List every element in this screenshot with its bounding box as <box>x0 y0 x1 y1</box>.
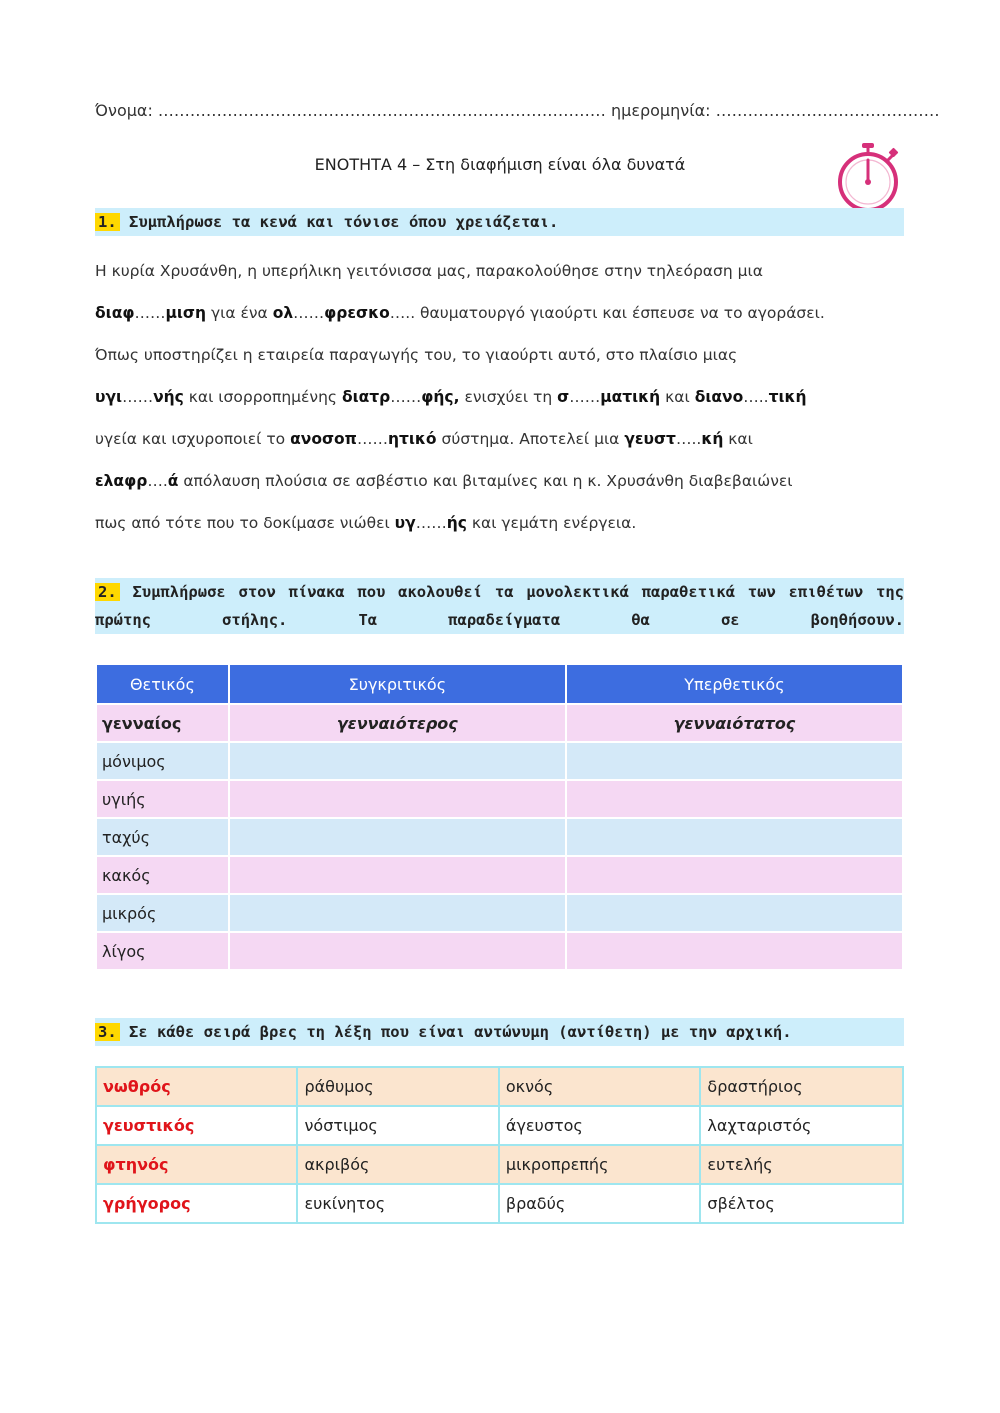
word-fragment: γευστ <box>624 430 676 448</box>
target-word-cell: γρήγορος <box>96 1184 297 1223</box>
table-row <box>96 780 903 818</box>
answer-cell[interactable] <box>229 780 566 818</box>
question-2-number: 2. <box>95 583 120 601</box>
text-fragment: …… <box>293 304 325 322</box>
text-fragment: και γεμάτη ενέργεια. <box>466 514 637 532</box>
question-1-instruction <box>95 208 904 236</box>
option-cell[interactable]: ακριβός <box>297 1145 498 1184</box>
option-cell[interactable]: ευτελής <box>700 1145 903 1184</box>
adjective-cell: ταχύς <box>96 818 229 856</box>
answer-cell[interactable] <box>566 780 903 818</box>
word-fragment: ανοσοπ <box>290 430 357 448</box>
question-3-text: Σε κάθε σειρά βρες τη λέξη που είναι αντώνυμη (αντίθετη) με την αρχική. <box>129 1023 792 1041</box>
paragraph-line <box>95 334 907 376</box>
text-fragment: …… <box>122 388 154 406</box>
option-cell[interactable]: μικροπρεπής <box>499 1145 701 1184</box>
answer-cell[interactable] <box>566 932 903 970</box>
option-cell[interactable]: νόστιμος <box>297 1106 498 1145</box>
option-cell[interactable]: οκνός <box>499 1067 701 1106</box>
text-fragment: …… <box>415 514 447 532</box>
word-fragment: ητικό <box>387 430 437 448</box>
word-fragment: ελαφρ <box>95 472 148 490</box>
question-2-instruction <box>95 578 904 634</box>
adjective-cell: λίγος <box>96 932 229 970</box>
answer-cell[interactable] <box>229 932 566 970</box>
option-cell[interactable]: λαχταριστός <box>700 1106 903 1145</box>
table-row <box>96 1184 903 1223</box>
table-row <box>96 704 903 742</box>
text-fragment: …… <box>356 430 388 448</box>
paragraph-line <box>95 292 907 334</box>
text-fragment: πως από τότε που το δοκίμασε νιώθει <box>95 514 395 532</box>
word-fragment: ολ <box>272 304 294 322</box>
antonym-table <box>95 1066 904 1224</box>
adjective-cell: υγιής <box>96 780 229 818</box>
adjective-cell: μόνιμος <box>96 742 229 780</box>
word-fragment: φής, <box>421 388 460 406</box>
adjective-cell: μικρός <box>96 894 229 932</box>
word-fragment: υγι <box>95 388 123 406</box>
table-row <box>96 818 903 856</box>
word-fragment: τική <box>768 388 807 406</box>
text-fragment: απόλαυση πλούσια σε ασβέστιο και βιταμίνες και η κ. Χρυσάνθη διαβεβαιώνει <box>178 472 793 490</box>
answer-cell: γενναιότερος <box>229 704 566 742</box>
column-header-comparative: Συγκριτικός <box>229 664 566 704</box>
question-2-text: Συμπλήρωσε στον πίνακα που ακολουθεί τα μονολεκτικά παραθετικά των επιθέτων της πρώτης στήλης. Τα παραδείγματα θα σε βοηθήσουν. <box>95 583 904 629</box>
text-fragment: …… <box>134 304 166 322</box>
word-fragment: ά <box>167 472 179 490</box>
adjective-cell: κακός <box>96 856 229 894</box>
word-fragment: φρεσκο <box>324 304 390 322</box>
option-cell[interactable]: βραδύς <box>499 1184 701 1223</box>
target-word-cell: νωθρός <box>96 1067 297 1106</box>
text-fragment: και ισορροπημένης <box>183 388 342 406</box>
word-fragment: ής <box>446 514 467 532</box>
target-word-cell: φτηνός <box>96 1145 297 1184</box>
table-row <box>96 856 903 894</box>
column-header-superlative: Υπερθετικός <box>566 664 903 704</box>
word-fragment: διαφ <box>95 304 135 322</box>
text-fragment: ….. <box>743 388 769 406</box>
name-date-line: Όνομα: ………………………………………………………………………… ημερομηνία: …………………………………… <box>95 101 940 120</box>
word-fragment: υγ <box>394 514 416 532</box>
word-fragment: σ <box>557 388 570 406</box>
word-fragment: μιση <box>165 304 207 322</box>
table-row <box>96 1145 903 1184</box>
word-fragment: διατρ <box>341 388 391 406</box>
paragraph-line <box>95 418 907 460</box>
text-fragment: Η κυρία Χρυσάνθη, η υπερήλικη γειτόνισσα μας, παρακολούθησε στην τηλεόραση μια <box>95 262 763 280</box>
text-fragment: ….. <box>675 430 702 448</box>
option-cell[interactable]: σβέλτος <box>700 1184 903 1223</box>
paragraph-line <box>95 250 907 292</box>
option-cell[interactable]: άγευστος <box>499 1106 701 1145</box>
word-fragment: κή <box>701 430 724 448</box>
option-cell[interactable]: ευκίνητος <box>297 1184 498 1223</box>
answer-cell[interactable] <box>566 856 903 894</box>
answer-cell[interactable] <box>566 818 903 856</box>
answer-cell[interactable] <box>566 894 903 932</box>
adjective-cell: γενναίος <box>96 704 229 742</box>
unit-title: ΕΝΟΤΗΤΑ 4 – Στη διαφήμιση είναι όλα δυνατά <box>314 155 686 174</box>
answer-cell[interactable] <box>229 742 566 780</box>
fill-in-paragraph <box>95 250 907 544</box>
word-fragment: διανο <box>694 388 744 406</box>
table-row <box>96 1067 903 1106</box>
paragraph-line <box>95 502 907 544</box>
text-fragment: …. <box>147 472 168 490</box>
text-fragment: σύστημα. Αποτελεί μια <box>436 430 625 448</box>
option-cell[interactable]: δραστήριος <box>700 1067 903 1106</box>
text-fragment: Όπως υποστηρίζει η εταιρεία παραγωγής του, το γιαούρτι αυτό, στο πλαίσιο μιας <box>95 346 738 364</box>
table-row <box>96 1106 903 1145</box>
answer-cell[interactable] <box>229 856 566 894</box>
text-fragment: …… <box>390 388 422 406</box>
comparison-table <box>95 663 904 971</box>
text-fragment: και <box>660 388 695 406</box>
answer-cell[interactable] <box>229 818 566 856</box>
text-fragment: για ένα <box>206 304 273 322</box>
question-1-text: Συμπλήρωσε τα κενά και τόνισε όπου χρειάζεται. <box>129 213 559 231</box>
text-fragment: ενισχύει τη <box>459 388 558 406</box>
paragraph-line <box>95 460 907 502</box>
question-1-number: 1. <box>95 213 120 231</box>
answer-cell: γενναιότατος <box>566 704 903 742</box>
answer-cell[interactable] <box>566 742 903 780</box>
text-fragment: υγεία και ισχυροποιεί το <box>95 430 291 448</box>
word-fragment: νής <box>153 388 184 406</box>
paragraph-line <box>95 376 907 418</box>
stopwatch-icon <box>833 142 905 214</box>
text-fragment: ….. θαυματουργό γιαούρτι και έσπευσε να το αγοράσει. <box>389 304 825 322</box>
table-row <box>96 894 903 932</box>
question-3-number: 3. <box>95 1023 120 1041</box>
target-word-cell: γευστικός <box>96 1106 297 1145</box>
word-fragment: ματική <box>600 388 661 406</box>
table-row <box>96 932 903 970</box>
table-row <box>96 742 903 780</box>
text-fragment: …… <box>569 388 601 406</box>
option-cell[interactable]: ράθυμος <box>297 1067 498 1106</box>
question-3-instruction <box>95 1018 904 1046</box>
answer-cell[interactable] <box>229 894 566 932</box>
text-fragment: και <box>723 430 753 448</box>
column-header-positive: Θετικός <box>96 664 229 704</box>
